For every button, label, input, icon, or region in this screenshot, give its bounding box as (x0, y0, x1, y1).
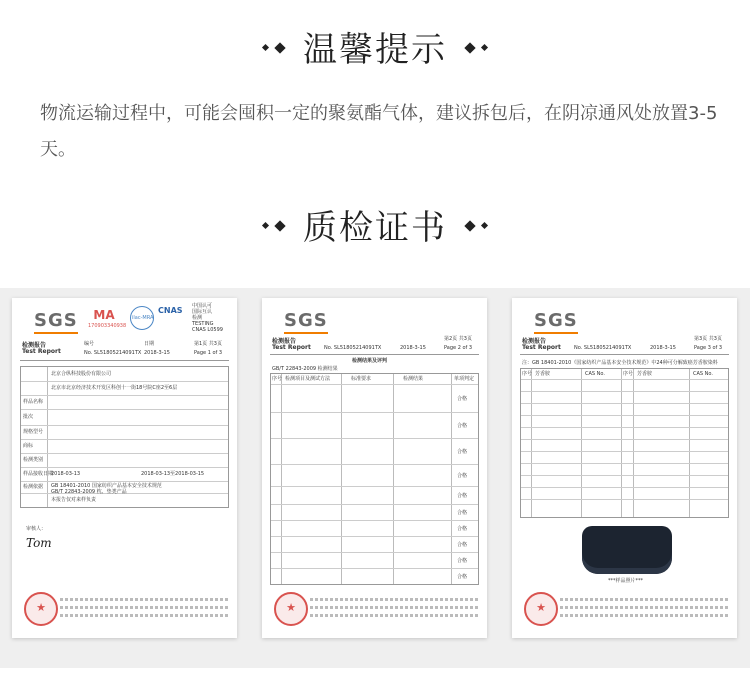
section-title: 注：GB 18401-2010《国家纺织产品基本安全技术规范》中24种可分解致癌芳香胺染料 (522, 360, 718, 366)
divider (270, 354, 479, 355)
certificate-page-3[interactable] (512, 298, 737, 638)
company-seal (274, 592, 308, 626)
certificate-page-2[interactable] (262, 298, 487, 638)
footer-text (60, 614, 229, 617)
ma-logo: MA 170903340938 (88, 308, 127, 329)
approver-label: 审核人： (26, 526, 47, 532)
page-number: Page 2 of 3 (444, 345, 473, 351)
date-label: 日期 (144, 341, 155, 347)
footer-text (310, 598, 479, 601)
cnas-logo: CNAS (158, 306, 183, 315)
page-number: Page 3 of 3 (694, 345, 723, 351)
amines-table: 序号 芳香胺 CAS No. 序号 芳香胺 CAS No. (520, 368, 729, 518)
footer-text (60, 598, 229, 601)
footer-text (560, 614, 729, 617)
certificates-heading (0, 200, 750, 249)
sgs-logo: SGS (534, 310, 578, 331)
page-cn: 第3页 共3页 (694, 336, 722, 342)
report-title-en: Test Report (522, 344, 561, 351)
footer-text (60, 606, 229, 609)
page-cn: 第1页 共3页 (194, 341, 222, 347)
page-cn: 第2页 共3页 (444, 336, 472, 342)
footer-text (560, 598, 729, 601)
diamond-decoration-icon (462, 215, 491, 234)
diamond-decoration-icon (259, 215, 288, 234)
notice-title: 温馨提示 (303, 30, 447, 70)
company-seal (524, 592, 558, 626)
results-table: 序号 检测项目及测试方法 标准要求 检测结果 单项判定 合格 合格 合格 合格 合格 合格 合格 合格 合格 合格 (270, 373, 479, 585)
diamond-decoration-icon (462, 37, 491, 56)
sgs-logo: SGS (34, 310, 78, 331)
report-title-cn: 检测报告 (522, 338, 547, 345)
divider (20, 360, 229, 361)
report-title-en: Test Report (272, 344, 311, 351)
notice-heading (0, 22, 750, 71)
report-title-cn: 检测报告 (272, 338, 297, 345)
notice-text: 物流运输过程中，可能会囤积一定的聚氨酯气体，建议拆包后，在阴凉通风处放置3-5天。 (40, 103, 718, 160)
ilac-mra-logo: ilac-MRA (130, 306, 154, 330)
report-title-cn: 检测报告 (22, 342, 47, 349)
footer-text (310, 614, 479, 617)
report-date: 2018-3-15 (144, 350, 170, 356)
page-number: Page 1 of 3 (194, 350, 223, 356)
section-title: 检测结果及评判 (352, 358, 388, 364)
report-no-label: 编号 (84, 341, 95, 347)
certificate-page-1[interactable] (12, 298, 237, 638)
report-no: No. SL51805214091TX (84, 350, 142, 356)
footer-text (310, 606, 479, 609)
report-no: No. SL51805214091TX (574, 345, 632, 351)
report-date: 2018-3-15 (400, 345, 426, 351)
report-no: No. SL51805214091TX (324, 345, 382, 351)
sgs-logo: SGS (284, 310, 328, 331)
report-table: 北京合纵科技股份有限公司 北京市北京经济技术开发区科创十一街18号院C座2至6层 样品名称 批次 规格型号 商标 检测类别 样品接收日期 2018-03-13 2018-03-13至2018-03-15 检测依据 GB 18401-2010 国家纺织产品基本安全技术规范 GB/T 22843-2009 枕、垫类产品 本报告仅对来样负责 (20, 366, 229, 508)
photo-caption: ***样品照片*** (608, 578, 644, 584)
footer-text (560, 606, 729, 609)
standard-label: GB/T 22843-2009 检测结果 (272, 366, 338, 372)
signature: Tom (26, 536, 52, 550)
sample-photo (582, 526, 672, 574)
divider (520, 354, 729, 355)
report-title-en: Test Report (22, 348, 61, 355)
certificates-title: 质检证书 (303, 208, 447, 248)
company-seal (24, 592, 58, 626)
cnas-caption: 中国认可 国际互认 检测 TESTING CNAS L0599 (192, 303, 223, 333)
report-date: 2018-3-15 (650, 345, 676, 351)
diamond-decoration-icon (259, 37, 288, 56)
